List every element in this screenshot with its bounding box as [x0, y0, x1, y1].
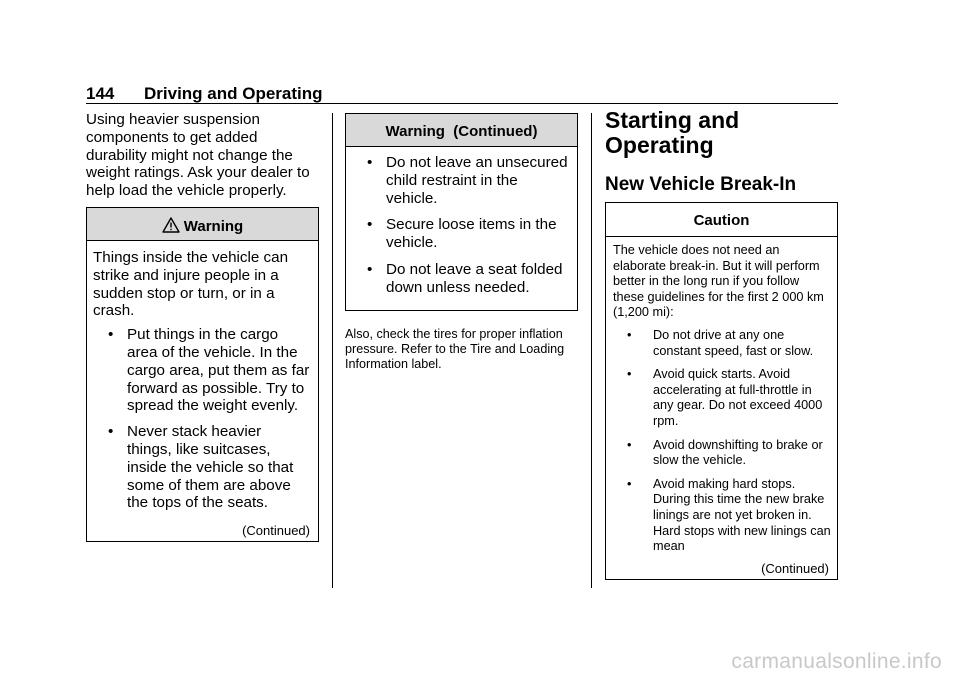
- continued-label: (Continued): [242, 523, 310, 538]
- page-header: [86, 84, 838, 104]
- warning-header: [87, 208, 318, 241]
- caution-bullet-list: [613, 328, 831, 555]
- warning-text: Things inside the vehicle can strike and injure people in a sudden stop or turn, or in a crash.: [93, 249, 289, 320]
- caution-box: [605, 202, 838, 580]
- caution-bullet: • Avoid quick starts. Avoid accelerating at full-throttle in any gear. Do not exceed 4000 rpm.: [627, 367, 823, 428]
- tire-note: Also, check the tires for proper inflation pressure. Refer to the Tire and Loading Information label.: [345, 327, 565, 371]
- warning-title: Warning: [183, 218, 244, 235]
- warning-bullet: • Never stack heavier things, like suitcases, inside the vehicle so that some of them are above the tops of the seats.: [108, 423, 294, 512]
- warning-bullet: • Secure loose items in the vehicle.: [367, 216, 557, 252]
- column-divider-1: [332, 113, 333, 588]
- section-title: Driving and Operating: [144, 84, 323, 103]
- warning-bullet-list: [93, 326, 310, 512]
- continued-label: (Continued): [761, 561, 829, 576]
- warning-bullet: • Do not leave an unsecured child restraint in the vehicle.: [367, 154, 568, 207]
- caution-text: The vehicle does not need an elaborate break-in. But it will perform better in the long run if you follow these guidelines for the first 2 000 km (1,200 mi):: [613, 243, 824, 320]
- watermark-text: carmanualsonline.info: [731, 650, 942, 673]
- page-number: 144: [86, 84, 115, 103]
- warning-bullet: • Do not leave a seat folded down unless needed.: [367, 260, 563, 296]
- header-rule: [86, 103, 838, 104]
- warning-continued-header: Warning (Continued): [346, 114, 577, 147]
- intro-paragraph: Using heavier suspension components to get added durability might not change the weight ratings. Ask your dealer to help load the vehicle properly.: [86, 111, 310, 200]
- warning-continued-bullet-list: [352, 154, 571, 297]
- caution-bullet: • Do not drive at any one constant speed, fast or slow.: [627, 327, 814, 358]
- warning-box: [86, 207, 319, 542]
- warning-continued-box: [345, 113, 578, 311]
- caution-bullet: • Avoid downshifting to brake or slow the vehicle.: [627, 437, 823, 468]
- caution-bullet: • Avoid making hard stops. During this time the new brake linings are not yet broken in. Hard stops with new linings can mean: [627, 476, 831, 554]
- subsection-heading: New Vehicle Break-In: [605, 174, 797, 195]
- warning-triangle-icon: [162, 217, 180, 237]
- column-divider-2: [591, 113, 592, 588]
- section-heading: Starting and Operating: [605, 107, 740, 158]
- caution-header: Caution: [606, 203, 837, 237]
- warning-bullet: • Put things in the cargo area of the vehicle. In the cargo area, put them as far forward as possible. Try to spread the weight evenly.: [108, 326, 310, 415]
